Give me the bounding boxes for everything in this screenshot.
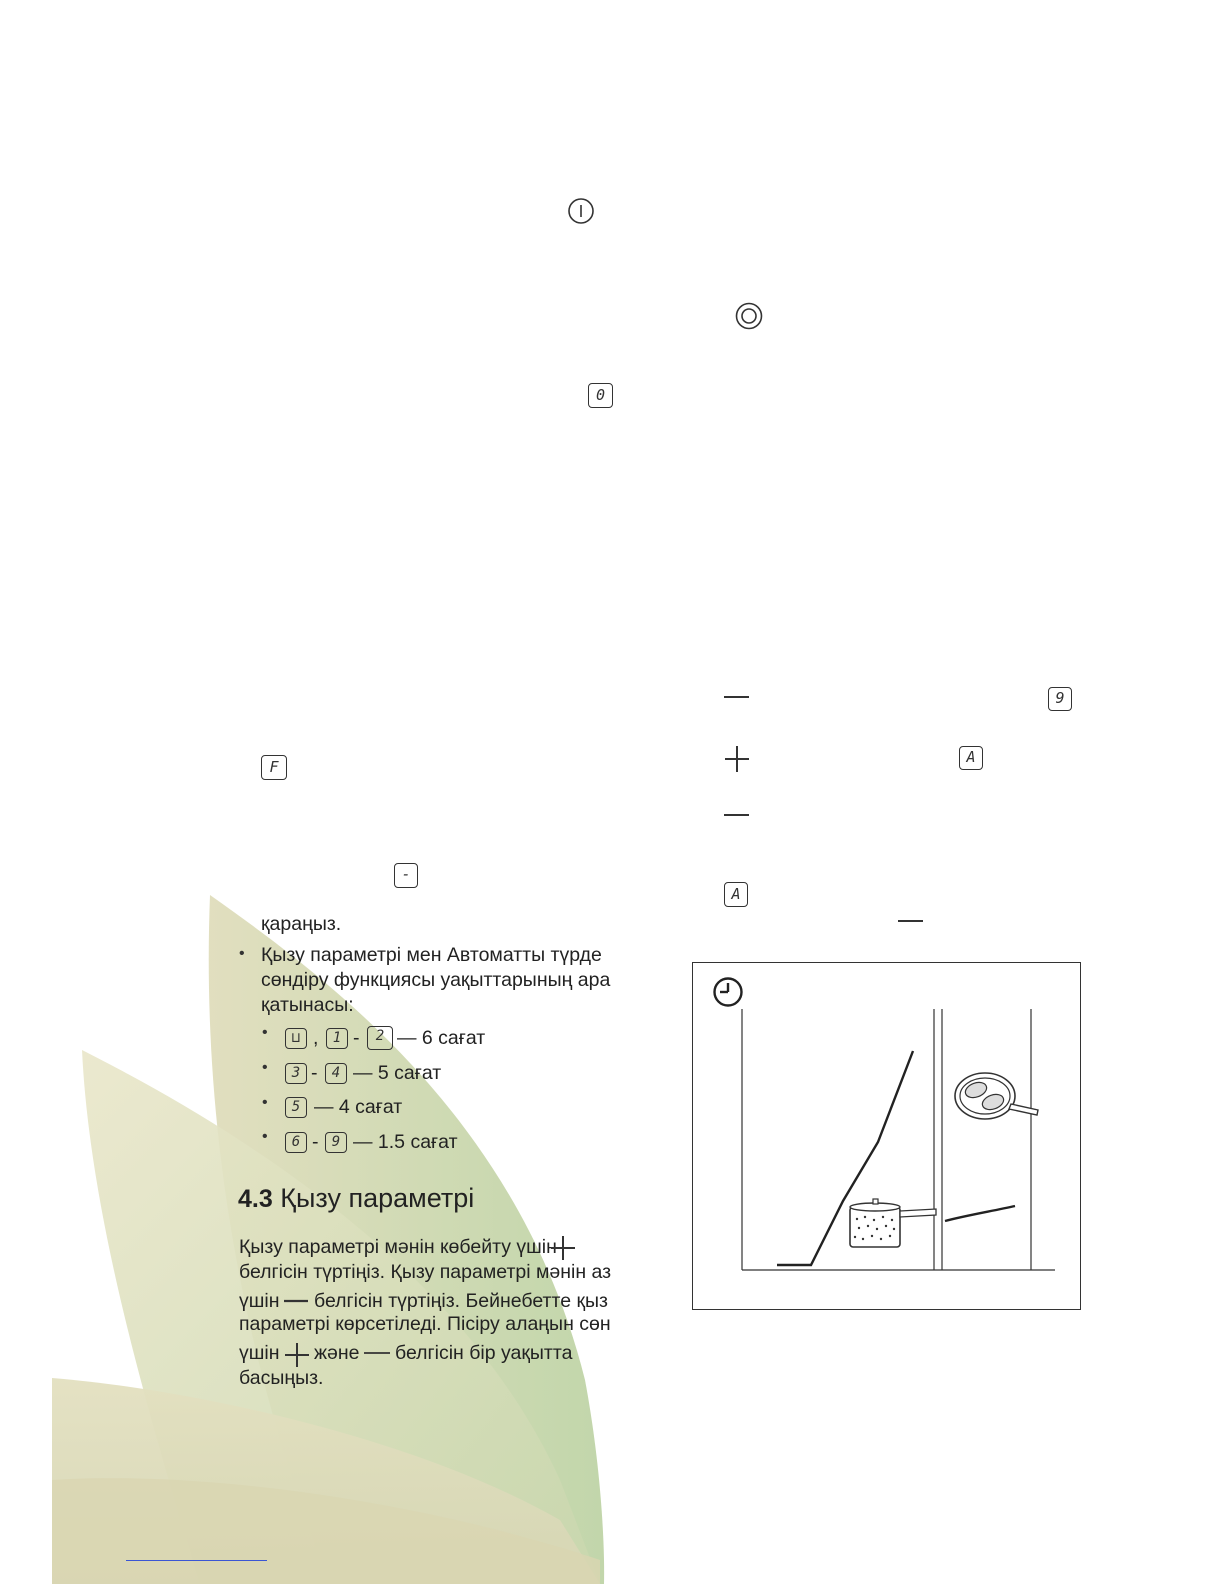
cooking-time-diagram [692, 962, 1081, 1310]
paragraph-line: белгісін түртіңіз. Қызу параметрі мәнін аз [239, 1261, 612, 1283]
display-three-icon: 3 [285, 1063, 307, 1084]
plus-icon [550, 1235, 576, 1261]
display-one-icon: 1 [326, 1028, 348, 1049]
sub-bullet-marker: • [262, 1128, 268, 1145]
section-title: Қызу параметрі [280, 1183, 475, 1213]
section-number: 4.3 [238, 1185, 273, 1213]
sub-bullet-marker: • [262, 1024, 268, 1041]
minus-icon [898, 913, 924, 929]
display-dash-icon: - [394, 863, 418, 888]
section-heading [238, 1183, 474, 1214]
display-two-icon: 2 [367, 1026, 393, 1050]
separator: - [312, 1131, 319, 1153]
sub-item-duration: — 5 сағат [353, 1062, 442, 1084]
bullet-marker: • [239, 945, 245, 962]
sub-item-duration: — 6 сағат [397, 1027, 486, 1049]
bullet-intro-line: сөндіру функциясы уақыттарының ара [261, 969, 611, 991]
display-six-icon: 6 [285, 1132, 307, 1153]
paragraph-line: белгісін бір уақытта [395, 1342, 573, 1364]
power-icon [567, 197, 595, 225]
plus-icon [723, 745, 751, 773]
separator: - [353, 1027, 360, 1049]
paragraph-line: Қызу параметрі мәнін көбейту үшін [239, 1236, 557, 1258]
display-nine-icon: 9 [1048, 687, 1072, 711]
footer-link-underline[interactable] [126, 1560, 267, 1561]
minus-icon [364, 1345, 390, 1361]
timer-clock-icon [715, 979, 742, 1006]
display-f-icon: F [261, 755, 287, 780]
sub-bullet-marker: • [262, 1094, 268, 1111]
bullet-intro-line: Қызу параметрі мен Автоматты түрде [261, 944, 602, 966]
plus-icon [284, 1342, 310, 1368]
minus-icon [724, 807, 750, 823]
paragraph-line: үшін [239, 1290, 280, 1312]
minus-icon [284, 1293, 308, 1309]
frying-pan-icon [955, 1073, 1038, 1119]
paragraph-line: белгісін түртіңіз. Бейнебетте қыз [314, 1290, 608, 1312]
minus-icon [724, 689, 750, 705]
separator: - [311, 1062, 318, 1084]
display-four-icon: 4 [325, 1063, 347, 1084]
display-a-icon: A [959, 746, 983, 770]
cooking-zone-icon [735, 302, 763, 330]
sub-bullet-marker: • [262, 1059, 268, 1076]
display-zero-icon: 0 [588, 383, 613, 408]
paragraph-line: және [314, 1342, 360, 1364]
pot-icon [850, 1199, 936, 1247]
sub-item-duration: — 1.5 сағат [353, 1131, 458, 1153]
bullet-intro-line: қатынасы: [261, 994, 354, 1016]
display-five-icon: 5 [285, 1097, 307, 1118]
display-nine-icon: 9 [325, 1132, 347, 1153]
sub-item-duration: — 4 сағат [314, 1096, 403, 1118]
diagram-drawing [693, 963, 1080, 1309]
separator: , [313, 1027, 319, 1049]
paragraph-line: басыңыз. [239, 1367, 324, 1389]
paragraph-line: үшін [239, 1342, 280, 1364]
display-a-icon: A [724, 882, 748, 907]
display-u-icon: ⊔ [285, 1028, 307, 1049]
intro-tail-text: қараңыз. [261, 913, 342, 935]
paragraph-line: параметрі көрсетіледі. Пісіру алаңын сөн [239, 1313, 611, 1335]
